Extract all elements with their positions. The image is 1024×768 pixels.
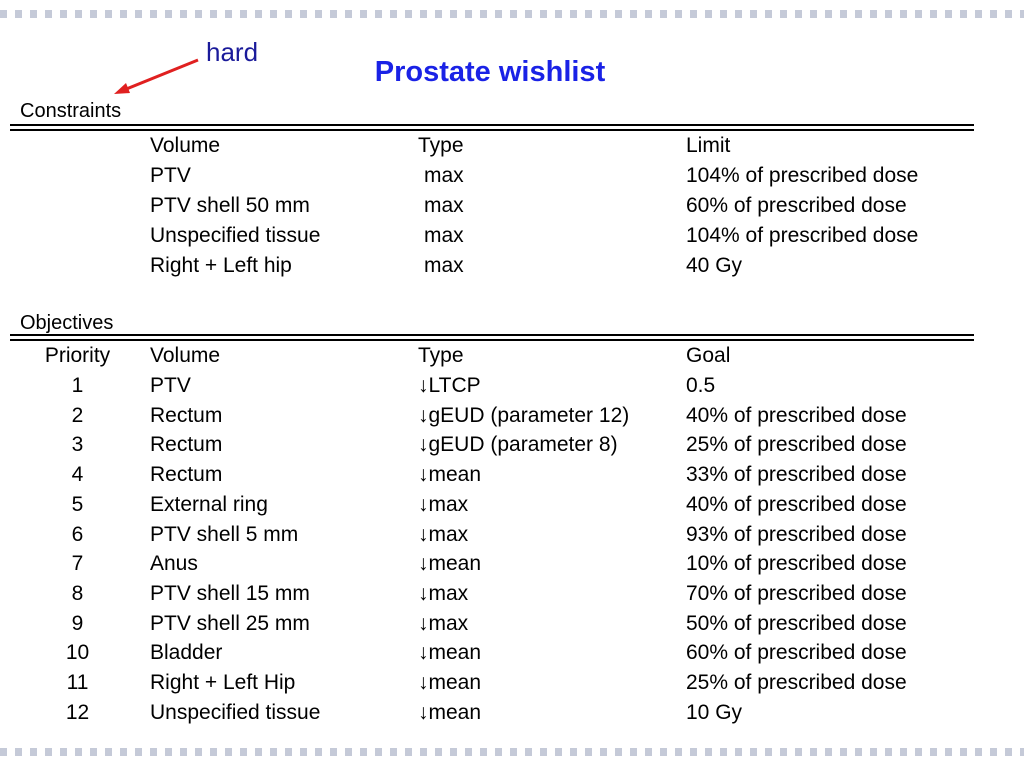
- objective-type: ↓max: [418, 523, 469, 546]
- objective-goal: 40% of prescribed dose: [686, 404, 907, 427]
- objective-volume: PTV: [150, 374, 191, 397]
- objective-volume: Unspecified tissue: [150, 701, 321, 724]
- objective-priority: 1: [71, 374, 84, 397]
- objective-goal: 50% of prescribed dose: [686, 612, 907, 635]
- objective-priority: 10: [65, 641, 90, 664]
- objective-goal: 93% of prescribed dose: [686, 523, 907, 546]
- objective-volume: Rectum: [150, 463, 223, 486]
- constraint-volume: PTV: [150, 164, 191, 187]
- constraint-volume: PTV shell 50 mm: [150, 194, 310, 217]
- objective-goal: 33% of prescribed dose: [686, 463, 907, 486]
- objective-type: ↓mean: [418, 552, 482, 575]
- constraint-type: max: [424, 164, 464, 187]
- constraint-type: max: [424, 224, 464, 247]
- objective-type: ↓LTCP: [418, 374, 481, 397]
- objectives-header-goal: Goal: [686, 344, 731, 367]
- objective-priority: 12: [65, 701, 90, 724]
- slide-title: Prostate wishlist: [374, 56, 606, 88]
- objective-volume: Rectum: [150, 404, 223, 427]
- objective-priority: 3: [71, 433, 84, 456]
- objective-type: ↓mean: [418, 671, 482, 694]
- constraints-header-type: Type: [418, 134, 464, 157]
- objective-type: ↓max: [418, 493, 469, 516]
- objective-priority: 2: [71, 404, 84, 427]
- objective-volume: Anus: [150, 552, 198, 575]
- objectives-double-rule: [10, 334, 974, 341]
- objective-volume: PTV shell 25 mm: [150, 612, 310, 635]
- objective-goal: 10% of prescribed dose: [686, 552, 907, 575]
- constraint-limit: 104% of prescribed dose: [686, 224, 919, 247]
- objective-volume: External ring: [150, 493, 268, 516]
- objective-goal: 0.5: [686, 374, 716, 397]
- objectives-header-volume: Volume: [150, 344, 221, 367]
- constraint-volume: Unspecified tissue: [150, 224, 321, 247]
- annotation-arrow-icon: [110, 54, 205, 99]
- objective-type: ↓mean: [418, 641, 482, 664]
- constraints-header-volume: Volume: [150, 134, 221, 157]
- constraint-volume: Right + Left hip: [150, 254, 292, 277]
- hard-annotation: hard: [206, 37, 259, 67]
- objective-volume: PTV shell 15 mm: [150, 582, 310, 605]
- objective-goal: 70% of prescribed dose: [686, 582, 907, 605]
- objective-priority: 8: [71, 582, 84, 605]
- constraint-limit: 40 Gy: [686, 254, 743, 277]
- objective-goal: 60% of prescribed dose: [686, 641, 907, 664]
- objective-type: ↓mean: [418, 701, 482, 724]
- objective-priority: 4: [71, 463, 84, 486]
- objective-priority: 7: [71, 552, 84, 575]
- objective-goal: 25% of prescribed dose: [686, 433, 907, 456]
- bottom-dashed-border: [0, 748, 1024, 756]
- objective-volume: Bladder: [150, 641, 223, 664]
- objectives-header-type: Type: [418, 344, 464, 367]
- objective-volume: Rectum: [150, 433, 223, 456]
- constraint-limit: 104% of prescribed dose: [686, 164, 919, 187]
- constraint-limit: 60% of prescribed dose: [686, 194, 907, 217]
- objectives-header-priority: Priority: [44, 344, 111, 367]
- constraint-type: max: [424, 254, 464, 277]
- objective-goal: 40% of prescribed dose: [686, 493, 907, 516]
- objective-priority: 11: [66, 671, 89, 694]
- objective-type: ↓mean: [418, 463, 482, 486]
- objective-priority: 5: [71, 493, 84, 516]
- constraints-label: Constraints: [20, 100, 122, 122]
- constraints-double-rule: [10, 124, 974, 131]
- objective-type: ↓gEUD (parameter 12): [418, 404, 630, 427]
- objective-goal: 10 Gy: [686, 701, 743, 724]
- top-dashed-border: [0, 10, 1024, 18]
- objective-volume: PTV shell 5 mm: [150, 523, 299, 546]
- objectives-label: Objectives: [20, 312, 114, 334]
- objective-priority: 6: [71, 523, 84, 546]
- objective-type: ↓max: [418, 582, 469, 605]
- constraint-type: max: [424, 194, 464, 217]
- objective-volume: Right + Left Hip: [150, 671, 296, 694]
- constraints-header-limit: Limit: [686, 134, 731, 157]
- objective-type: ↓gEUD (parameter 8): [418, 433, 618, 456]
- objective-priority: 9: [71, 612, 84, 635]
- objective-goal: 25% of prescribed dose: [686, 671, 907, 694]
- objective-type: ↓max: [418, 612, 469, 635]
